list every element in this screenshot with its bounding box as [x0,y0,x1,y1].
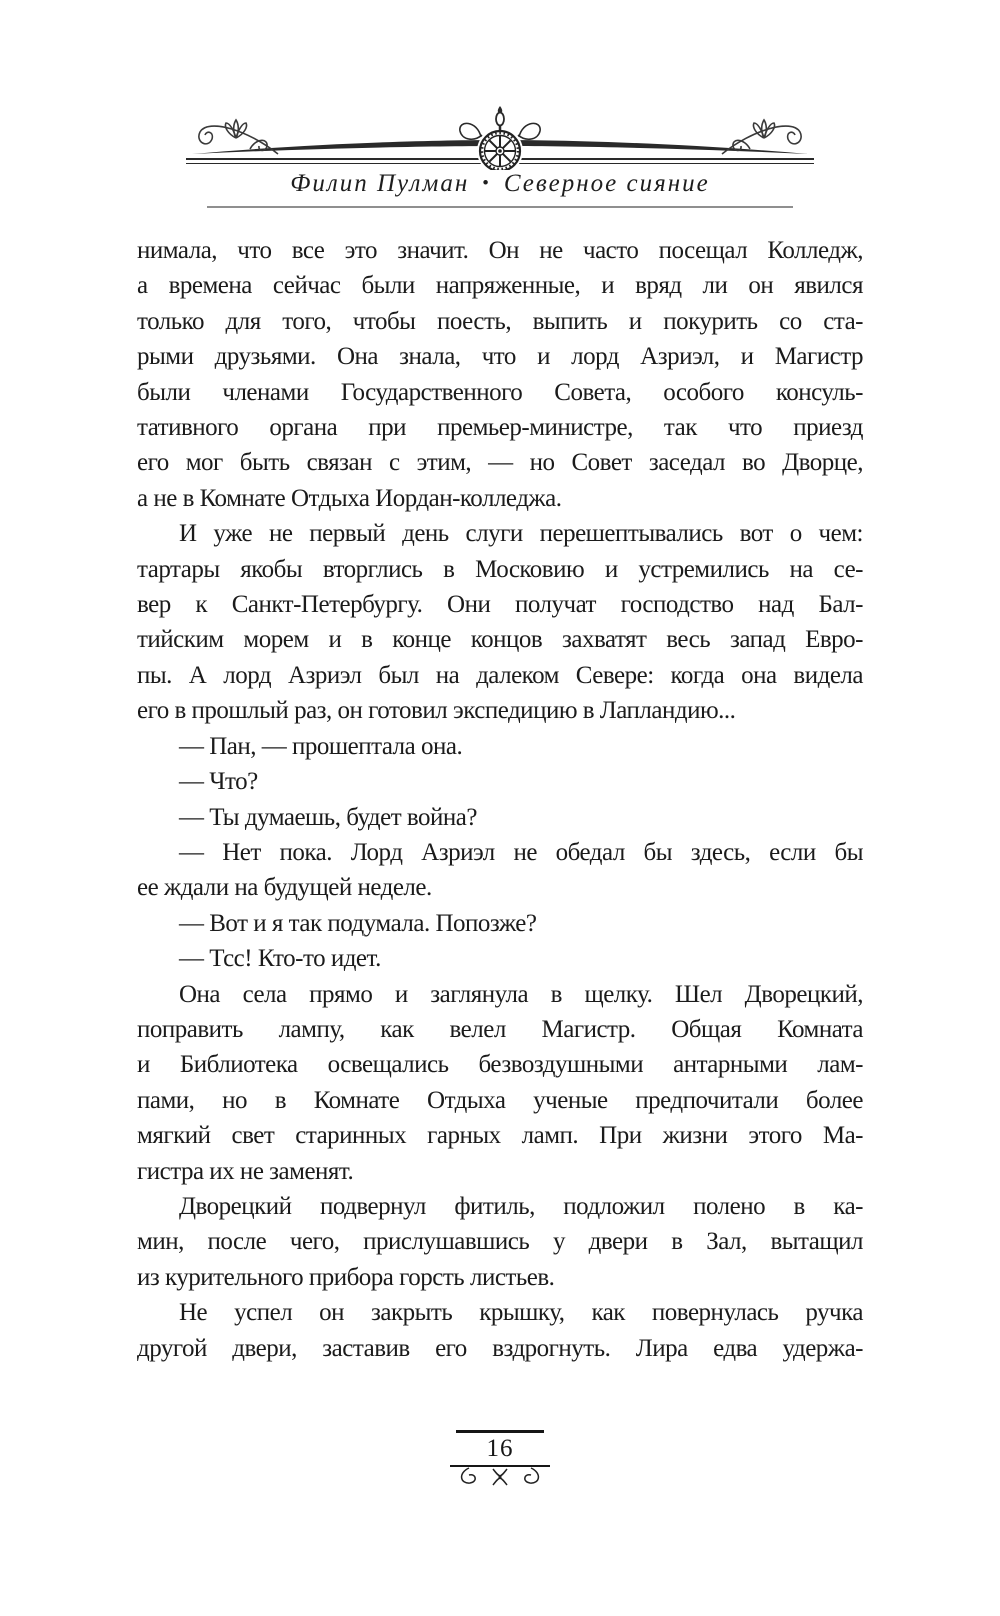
text-line: только для того, чтобы поесть, выпить и покурить со ста- [137,307,863,335]
text-line: ее ждали на будущей неделе. [137,874,432,902]
text-line: мягкий свет старинных гарных ламп. При жизни этого Ма- [137,1122,863,1150]
text-line: его в прошлый раз, он готовил экспедицию в Лапландию... [137,697,736,725]
footer-flourish-icon [455,1466,545,1488]
book-title: Северное сияние [503,170,710,197]
right-flourish-icon [722,120,801,154]
text-line: мин, после чего, прислушавшись у двери в Зал, вытащил [137,1228,863,1256]
body-text [137,233,863,1366]
text-line: — Пан, — прошептала она. [179,732,463,760]
text-line: Дворецкий подвернул фитиль, подложил полено в ка- [179,1192,863,1220]
compass-wheel-icon [460,106,540,170]
text-line: и Библиотека освещались безвоздушными антарными лам- [137,1051,863,1079]
text-line: нимала, что все это значит. Он не часто посещал Колледж, [137,237,863,264]
text-line: а не в Комнате Отдыха Иордан-колледжа. [137,484,562,512]
text-line: вер к Санкт-Петербургу. Они получат господство над Бал- [137,591,863,619]
text-line: — Ты думаешь, будет война? [179,803,477,831]
text-line: пы. А лорд Азриэл был на далеком Севере: когда она видела [137,661,863,689]
text-line: пами, но в Комнате Отдыха ученые предпочитали более [137,1086,863,1114]
text-line: из курительного прибора горсть листьев. [137,1263,555,1291]
text-line: Не успел он закрыть крышку, как повернулась ручка [179,1299,863,1327]
text-line: — Вот и я так подумала. Попозже? [179,909,537,937]
text-line: рыми друзьями. Она знала, что и лорд Азриэл, и Магистр [137,343,863,371]
text-line: были членами Государственного Совета, особого консуль- [137,378,863,406]
text-line: тативного органа при премьер-министре, так что приезд [137,414,863,442]
header-ornament-compass-icon [178,104,822,170]
text-line: — Что? [179,768,258,796]
separator-bullet: • [482,173,491,194]
text-line: — Нет пока. Лорд Азриэл не обедал бы здесь, если бы [179,838,863,866]
text-line: гистра их не заменят. [137,1157,354,1185]
text-line: И уже не первый день слуги перешептывались вот о чем: [179,520,863,548]
left-flourish-icon [199,120,278,154]
text-line: его мог быть связан с этим, — но Совет заседал во Дворце, [137,449,863,477]
text-line: поправить лампу, как велел Магистр. Общая Комната [137,1015,863,1043]
text-line: — Тсс! Кто-то идет. [179,945,381,973]
text-line: Она села прямо и заглянула в щелку. Шел Дворецкий, [179,980,863,1008]
page-footer [0,1430,1000,1488]
text-line: тартары якобы вторглись в Московию и устремились на се- [137,555,863,583]
text-line: другой двери, заставив его вздрогнуть. Лира едва удержа- [137,1334,863,1362]
text-line: а времена сейчас были напряженные, и вряд ли он явился [137,272,863,300]
running-header [0,170,1000,198]
author-name: Филип Пулман [290,170,470,197]
header-rule [207,206,793,208]
text-line: тийским морем и в конце концов захватят весь запад Евро- [137,626,863,654]
page-number: 16 [486,1435,514,1462]
